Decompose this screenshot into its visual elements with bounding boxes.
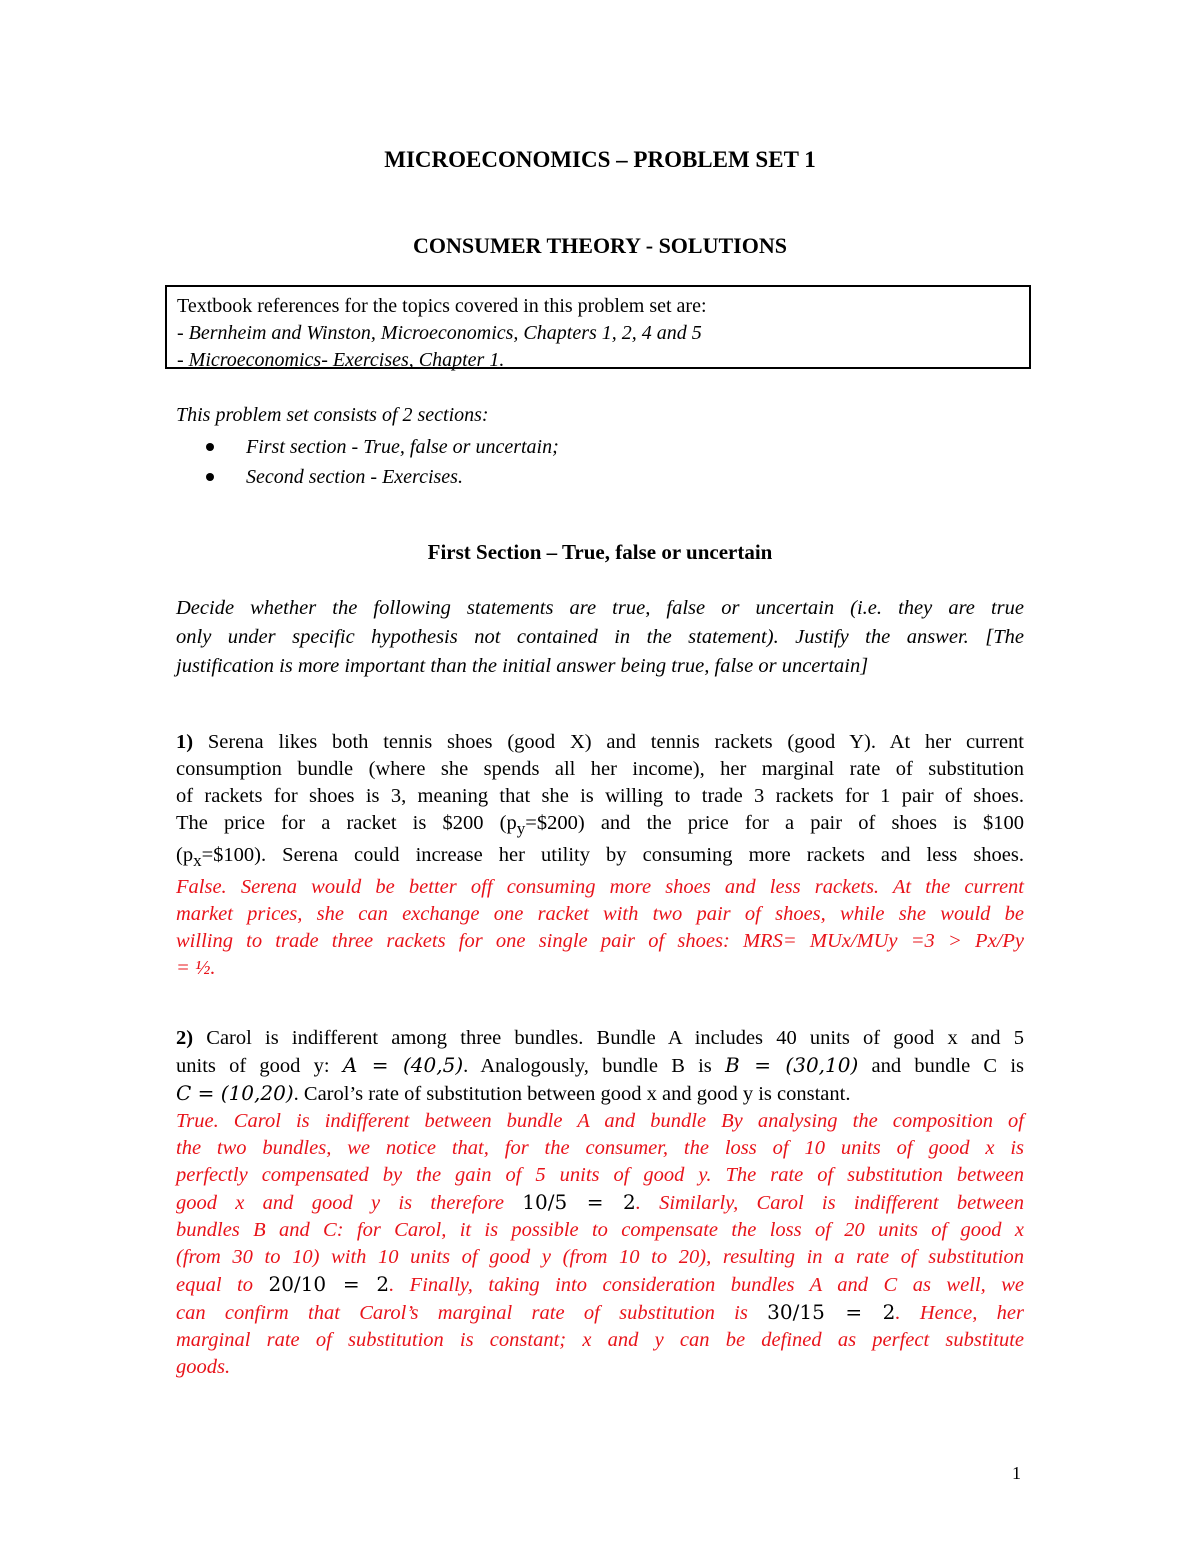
bullet-icon [206, 443, 214, 451]
references-intro: Textbook references for the topics covered in this problem set are: [177, 295, 707, 317]
ratio-formula: 20/10 = 2 [268, 1272, 390, 1296]
page-number: 1 [1012, 1463, 1021, 1483]
ratio-formula: 10/5 = 2 [522, 1190, 636, 1214]
sections-list [206, 432, 559, 492]
answer-text: False. Serena would be better off consuming more shoes and less rackets. At the current [176, 876, 1024, 899]
reference-exercises: - Microeconomics- Exercises, Chapter 1. [177, 349, 505, 371]
question-1: 1) Serena likes both tennis shoes (good X) and tennis rackets (good Y). At her current consumption bundle (where she spends all her income), her marginal rate of substitution of rackets for shoes is 3, meaning that she is willing to trade 3 rackets for 1 pair of shoes. The price for a racket is $200 $(p_y=\$200)$ and the price for a pair of shoes is $100 $(p_x=\$100)$. Serena could increase her utility by consuming more rackets and less shoes. False. Serena would be better off consuming more shoes and less rackets. At the current market prices, she can exchange one racket with two pair of shoes, while she would be willing to trade three rackets for one single pair of shoes: MRS= MUx/MUy =3 > Px/Py = ½. [176, 731, 1024, 980]
question-number: 1) [176, 731, 194, 753]
section-title: First Section – True, false or uncertain [427, 540, 773, 564]
question-2: 2) Carol is indifferent among three bundles. Bundle A includes 40 units of good x and 5 units of good y: A = (40,5). Analogously, bundle B is B = (30,10) and bundle C is C = (10,20). Carol’s rate of substitution between good x and good y is constant. True. Carol is indifferent between bundle A and bundle By analysing the composition of the two bundles, we notice that, for the consumer, the loss of 10 units of good x is perfectly compensated by the gain of 5 units of good y. The rate of substitution between good x and good y is therefore 10/5 = 2. Similarly, Carol is indifferent between bundles B and C: for Carol, it is possible to compensate the loss of 20 units of good x (from 30 to 10) with 10 units of good y (from 10 to 20), resulting in a rate of substitution equal to 20/10 = 2. Finally, taking into consideration bundles A and C as well, we can confirm that Carol’s marginal rate of substitution is 30/15 = 2. Hence, her marginal rate of substitution is constant; x and y can be defined as perfect substitute goods. [176, 1027, 1024, 1378]
bundle-a-formula: A = (40,5) [342, 1053, 464, 1077]
list-item: Second section - Exercises. [206, 462, 559, 492]
textbook-references-box [165, 285, 1031, 369]
list-item: First section - True, false or uncertain; [206, 432, 559, 462]
page-title: MICROECONOMICS – PROBLEM SET 1 [384, 147, 816, 172]
intro-text: This problem set consists of 2 sections: [176, 404, 489, 426]
reference-bernheim: - Bernheim and Winston, Microeconomics, Chapters 1, 2, 4 and 5 [177, 322, 702, 344]
answer-text: True. Carol is indifferent between bundle A and bundle By analysing the composition of [176, 1110, 1024, 1132]
ratio-formula: 30/15 = 2 [767, 1300, 896, 1324]
bullet-icon [206, 473, 214, 481]
bundle-c-formula: C = (10,20) [176, 1081, 294, 1105]
page-subtitle: CONSUMER THEORY - SOLUTIONS [413, 233, 787, 258]
section-instructions: Decide whether the following statements are true, false or uncertain (i.e. they are true only under specific hypothesis not contained in the statement). Justify the answer. [The justification is more important than the initial answer being true, false or uncertain] [176, 597, 1024, 677]
question-number: 2) [176, 1027, 194, 1049]
bundle-b-formula: B = (30,10) [725, 1053, 859, 1077]
